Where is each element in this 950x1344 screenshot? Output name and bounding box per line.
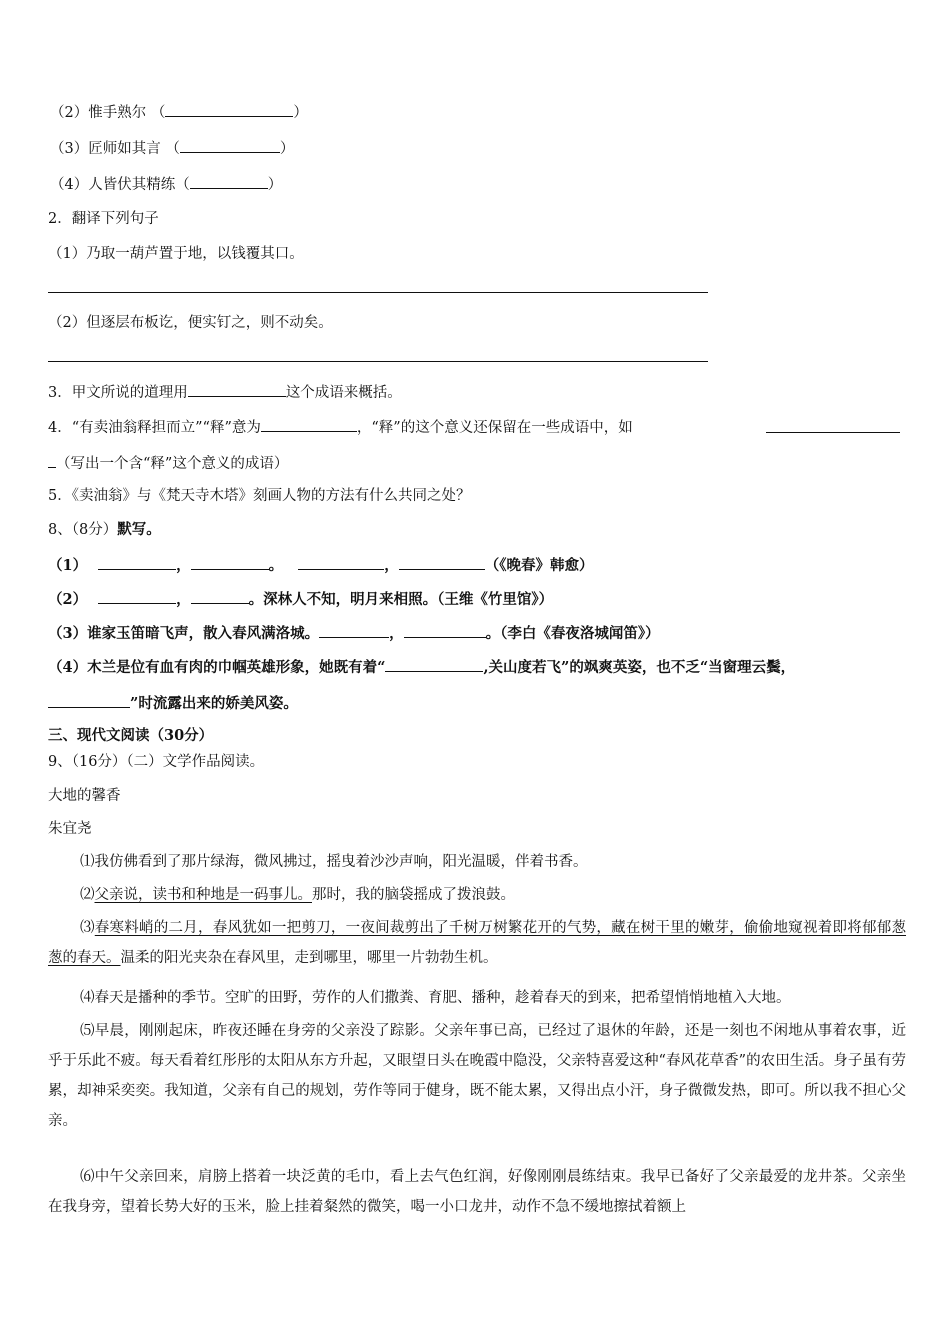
q8-line-3: （3）谁家玉笛暗飞声，散入春风满洛城。 ， 。（李白《春夜洛城闻笛》）: [48, 622, 660, 644]
q3-question: 3．甲文所说的道理用 这个成语来概括。: [48, 381, 402, 403]
article-author: 朱宜尧: [48, 821, 92, 837]
q5-question: 5．《卖油翁》与《梵天寺木塔》刻画人物的方法有什么共同之处？: [48, 488, 471, 504]
answer-blank[interactable]: [48, 692, 130, 708]
article-title: 大地的馨香: [48, 788, 121, 804]
q4-question: 4．“有卖油翁释担而立”“释”意为 ，“释”的这个意义还保留在一些成语中，如: [48, 416, 633, 438]
answer-blank[interactable]: [188, 381, 286, 397]
answer-blank[interactable]: [180, 137, 280, 153]
q2-sentence-1: （1）乃取一葫芦置于地，以钱覆其口。: [48, 246, 304, 262]
answer-blank[interactable]: [191, 588, 249, 604]
answer-line[interactable]: [48, 292, 708, 293]
q9-intro: 9、（16分）（二）文学作品阅读。: [48, 754, 265, 770]
answer-blank[interactable]: [766, 417, 900, 433]
answer-blank[interactable]: [404, 622, 486, 638]
answer-blank[interactable]: [191, 554, 269, 570]
q4-question-cont: （写出一个含“释”这个意义的成语）: [48, 452, 288, 474]
answer-blank[interactable]: [48, 452, 56, 468]
q8-line-1: （1） ， 。 ， （《晚春》韩愈）: [48, 554, 593, 576]
paragraph-3: ⑶春寒料峭的二月，春风犹如一把剪刀，一夜间裁剪出了千树万树繁花开的气势，藏在树干里的嫩芽，偷偷地窥视着即将郁郁葱葱的春天。温柔的阳光夹杂在春风里，走到哪里，哪里一片勃勃生机。: [48, 920, 907, 966]
answer-blank[interactable]: [399, 554, 485, 570]
paragraph-4: ⑷春天是播种的季节。空旷的田野，劳作的人们撒粪、育肥、播种，趁着春天的到来，把希望悄悄地植入大地。: [80, 990, 791, 1006]
answer-blank[interactable]: [385, 656, 483, 672]
answer-blank[interactable]: [98, 588, 176, 604]
section-heading: 三、现代文阅读（30分）: [48, 727, 214, 744]
q8-line-2: （2） ， 。深林人不知，明月来相照。（王维《竹里馆》）: [48, 588, 553, 610]
answer-line[interactable]: [48, 361, 708, 362]
answer-blank[interactable]: [261, 416, 357, 432]
q8-title: 8、（8分）默写。: [48, 521, 161, 538]
answer-blank[interactable]: [165, 101, 293, 117]
q1-item-3: （3）匠师如其言 （ ）: [50, 137, 294, 159]
q8-line-4: （4）木兰是位有血有肉的巾帼英雄形象，她既有着“ ,关山度若飞”的飒爽英姿，也不乏“当窗理云鬓，: [48, 656, 795, 678]
paragraph-5: ⑸早晨，刚刚起床，昨夜还睡在身旁的父亲没了踪影。父亲年事已高，已经过了退休的年龄，还是一刻也不闲地从事着农事，近乎于乐此不疲。每天看着红彤彤的太阳从东方升起，又眼望日头在晚霞中隐没，父亲特喜爱这种“春风花草香”的农田生活。身子虽有劳累，却神采奕奕。我知道，父亲有自己的规划，劳作等同于健身，既不能太累，又得出点小汗，身子微微发热，即可。所以我不担心父亲。: [48, 1023, 906, 1129]
q1-item-4: （4）人皆伏其精练（ ）: [50, 173, 282, 195]
paragraph-1: ⑴我仿佛看到了那片绿海，微风拂过，摇曳着沙沙声响，阳光温暖，伴着书香。: [80, 854, 588, 870]
answer-blank[interactable]: [98, 554, 176, 570]
answer-blank[interactable]: [298, 554, 384, 570]
paragraph-6: ⑹中午父亲回来，肩膀上搭着一块泛黄的毛巾，看上去气色红润，好像刚刚晨练结束。我早已备好了父亲最爱的龙井茶。父亲坐在我身旁，望着长势大好的玉米，脸上挂着粲然的微笑，喝一小口龙井，动作不急不缓地擦拭着额上: [48, 1169, 906, 1215]
q1-item-2: （2）惟手熟尔 （ ）: [50, 101, 308, 123]
answer-blank[interactable]: [319, 622, 389, 638]
q8-line-4-cont: ”时流露出来的娇美风姿。: [48, 692, 298, 714]
answer-blank[interactable]: [190, 173, 268, 189]
q2-sentence-2: （2）但逐层布板讫，便实钉之，则不动矣。: [48, 315, 333, 331]
q2-title: 2．翻译下列句子: [48, 211, 159, 227]
paragraph-2: ⑵父亲说，读书和种地是一码事儿。那时，我的脑袋摇成了拨浪鼓。: [80, 887, 515, 903]
